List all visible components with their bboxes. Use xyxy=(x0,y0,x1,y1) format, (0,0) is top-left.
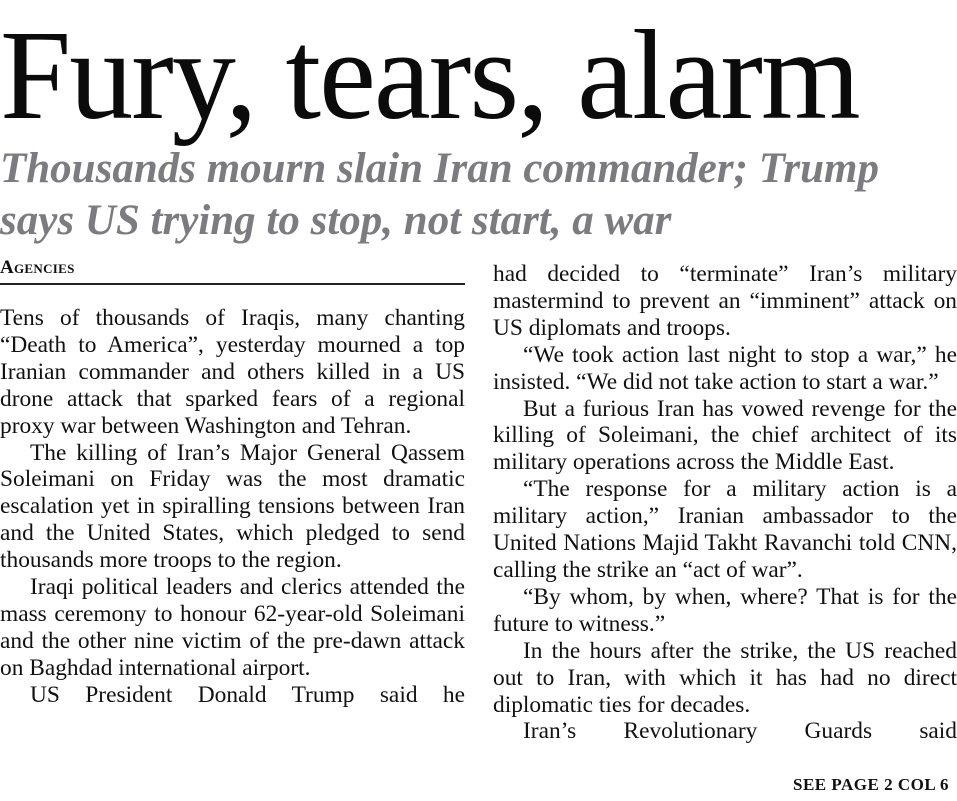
paragraph: “The response for a military action is a military action,” Iranian ambassador to the United Nations Majid Takht Ravanchi told CNN, calling the strike an “act of war”. xyxy=(493,476,957,583)
paragraph: But a furious Iran has vowed revenge for the killing of Soleimani, the chief architect of its military operations across the Middle East. xyxy=(493,395,957,476)
byline: Agencies xyxy=(0,257,465,285)
paragraph: “We took action last night to stop a war,” he insisted. “We did not take action to start a war.” xyxy=(493,341,957,395)
paragraph-continued: Iran’s Revolutionary Guards said xyxy=(523,718,957,745)
paragraph: Iraqi political leaders and clerics attended the mass ceremony to honour 62-year-old Soleimani and the other nine victim of the pre-dawn attack on Baghdad international airport. xyxy=(0,574,465,681)
paragraph: In the hours after the strike, the US reached out to Iran, with which it has had no direct diplomatic ties for decades. xyxy=(493,637,957,718)
paragraph-continued: US President Donald Trump said he xyxy=(30,681,465,708)
headline: Fury, tears, alarm xyxy=(0,4,859,146)
deck-subheadline: Thousands mourn slain Iran commander; Trump says US trying to stop, not start, a war xyxy=(0,145,879,244)
article-column-1 xyxy=(0,305,465,709)
paragraph-continuation: had decided to “terminate” Iran’s military mastermind to prevent an “imminent” attack on US diplomats and troops. xyxy=(493,261,957,341)
jump-line: SEE PAGE 2 COL 6 xyxy=(793,775,949,794)
paragraph: The killing of Iran’s Major General Qassem Soleimani on Friday was the most dramatic escalation yet in spiralling tensions between Iran and the United States, which pledged to send thousands more troops to the region. xyxy=(0,439,465,574)
paragraph: “By whom, by when, where? That is for the future to witness.” xyxy=(493,583,957,637)
paragraph: Tens of thousands of Iraqis, many chanting “Death to America”, yesterday mourned a top Iranian commander and others killed in a US drone attack that sparked fears of a regional proxy war between Washington and Tehran. xyxy=(0,305,465,439)
article-column-2 xyxy=(493,261,957,745)
